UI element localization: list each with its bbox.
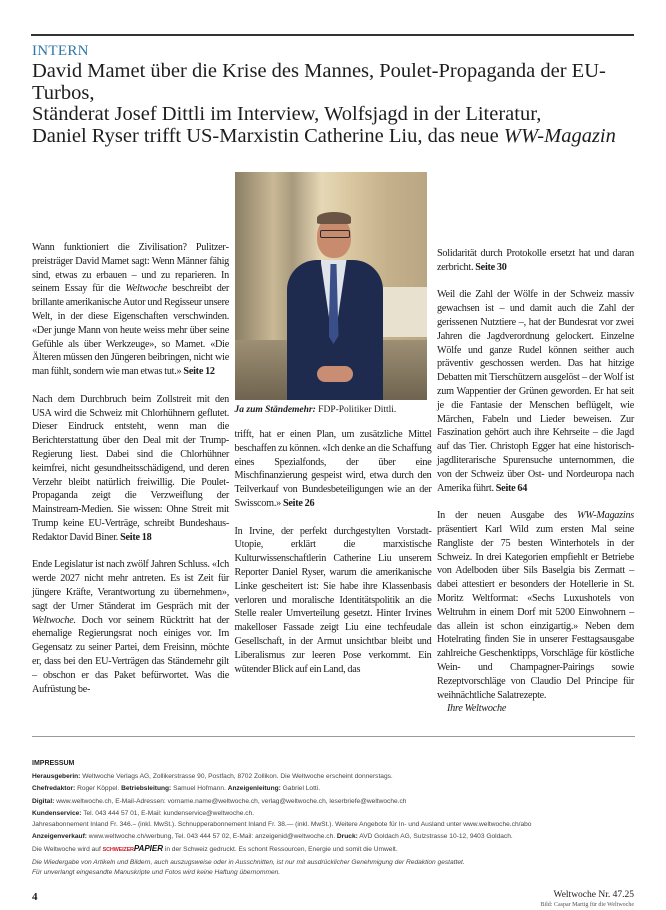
text-run: in der Schweiz gedruckt. Es schont Ressourcen, Energie und somit die Umwelt. [163,846,398,854]
bold-text: Seite 26 [282,497,315,509]
text-run: Roger Köppel. [75,785,122,793]
impressum-line [32,784,637,794]
text-column-2 [235,428,432,676]
text-column-1 [32,241,229,710]
photo-credit: Bild: Caspar Martig für die Weltwoche [540,901,634,908]
text-run: In Irvine, der perfekt durchgestylten Vorstadt-Utopie, erklärt die marxistische Kulturwissenschaftlerin Catherine Liu unserem Reporter Daniel Ryser, warum die amerikanische Linke gescheitert ist: Sie habe ihre Klassenbasis verloren und moralische Identitätspolitik an die Stelle realer Umverteilung gesetzt. Hinter Irvines makelloser Fassade zeigt Liu eine techfeudale Gesellschaft, in der Armut unsichtbar bleibt und Liberalismus zur leeren Pose verkommt. Ein wütender Blick auf ein Land, das [234,525,432,675]
bold-text: Druck: [336,832,358,840]
bold-text: Seite 12 [183,366,215,378]
italic-text: Für unverlangt eingesandte Manuskripte und Fotos wird keine Haftung übernommen. [32,869,281,877]
signature: Ihre Weltwoche [447,703,507,715]
impressum-line [32,832,637,842]
section-label: INTERN [32,43,89,59]
italic-text: Weltwoche [125,283,167,295]
impressum-line [32,858,637,868]
italic-text: WW-Magazins [577,510,634,522]
headline-line: David Mamet über die Krise des Mannes, Poulet-Propaganda der EU-Turbos, [32,60,606,104]
headline-line-text: Daniel Ryser trifft US-Marxistin Catherine Liu, das neue [32,124,504,147]
impressum-line [32,820,637,830]
text-column-3 [437,247,634,730]
text-run: Gabriel Lotti. [280,785,321,793]
text-run: www.weltwoche.ch/werbung, Tel. 043 444 57 02, E-Mail: anzeigenid@weltwoche.ch. [86,832,337,840]
text-run: Wann funktioniert die Zivilisation? Pulitzerpreisträger David Mamet sagt: Wenn Männer fähig sind, etwas zu erbauen – und zu reparieren. In seinem Essay für die [32,242,229,295]
caption-text: FDP-Politiker Dittli. [315,405,397,415]
text-run: Nach dem Durchbruch beim Zollstreit mit den USA wird die Schweiz mit Chlorhühnern geflutet. Dieser Eindruck entsteht, wenn man die Berichterstattung über den Deal mit der Trump-Regierung liest. Dabei sind die Chlorhühner keimfrei, nicht gesundheitsschädigend, und deren Verzehr bleibt natürlich freiwillig. Die Poulet-Propaganda zeigt die Verzweiflung der Mainstream-Medien. Sie wissen: Ohne Streit mit Trump keine EU-Verträge, schreibt Bundeshaus-Redaktor David Biner. [32,393,229,543]
bold-text: Anzeigenverkauf: [32,832,87,840]
italic-text: Weltwoche. [32,614,76,626]
impressum-line [32,868,637,878]
page-number: 4 [32,890,38,903]
text-run: Jahresabonnement Inland Fr. 346.– (inkl. MwSt.). Schnupperabonnement Inland Fr. 38.— (inkl. MwSt.). Weitere Angebote für In- und Ausland unter www.weltwoche.ch/abo [32,820,532,828]
bold-text: Chefredaktor: [32,785,76,793]
paragraph [32,558,229,696]
text-run: Doch vor seinem Rücktritt hat der ehemalige Regierungsrat noch einiges vor. Im Gegensatz zu seiner Partei, dem Freisinn, möchte er, dass bei den EU-Verträgen das Ständemehr gilt – obschon er das Paket befürwortet. Was die Aufrüstung be- [32,614,229,695]
bold-text: Kundenservice: [32,810,82,818]
text-run: Ende Legislatur ist nach zwölf Jahren Schluss. «Ich werde 2027 nicht mehr antreten. Es ist Zeit für jüngere Kräfte, Verantwortung zu übernehmen», sagt der Urner Ständerat im Gespräch mit der [32,559,229,612]
main-content [32,172,634,910]
text-run: präsentiert Karl Wild zum ersten Mal seine Rangliste der 75 besten Winterhotels in der Schweiz. In drei Kategorien empfiehlt er Betriebe von Adelboden über Sils Baselgia bis Zermatt – dabei attestiert er besonders der Hotellerie in St. Moritz Weltformat: «Sechs Luxushotels von Weltruhm in einem Dorf mit 5200 Einwohnern – das allein ist schon einzigartig.» Neben dem Hotelrating finden Sie in unserer Festtagsausgabe zahlreiche Geschenktipps, Vorschläge für köstliche Wein- und Champagner-Pairings sowie Rezeptvorschläge von Claudio Del Principe für weihnächtliche Salatrezepte. [437,523,634,701]
text-run: In der neuen Ausgabe des [437,510,578,522]
bold-text: Seite 30 [475,261,507,273]
text-run: Weltwoche Verlags AG, Zollikerstrasse 90, Postfach, 8702 Zollikon. Die Weltwoche erscheint donnerstags. [80,772,393,780]
bold-text: Herausgeberin: [32,772,81,780]
text-run: Samuel Hofmann. [171,785,228,793]
bold-text: Seite 18 [120,531,152,543]
text-run: SCHWEIZER [102,847,134,854]
text-run: beschreibt der brillante amerikanische Autor und Regisseur unsere Welt, in der diese Eigenschaften verschwinden. «Der junge Mann von heute weiss mehr über seine Gefühle als über Werkzeuge», so Mamet. «Die Älteren müssen den Jüngeren beibringen, nicht wie man fühlt, sondern wie man etwas tut.» [32,283,229,378]
italic-text: Die Wiedergabe von Artikeln und Bildern, auch auszugsweise oder in Ausschnitten, ist nur mit ausdrücklicher Genehmigung der Redaktion gestattet. [32,858,465,866]
middle-column [235,172,432,690]
paragraph [32,241,229,379]
paragraph [235,525,432,677]
photo-caption [235,404,435,416]
text-run: trifft, hat er einen Plan, um zusätzliche Mittel beschaffen zu können. «Ich denke an die Schaffung eines Spezialfonds, der über eine Mischfinanzierung gespeist wird, etwa durch den Teilverkauf von Bundesbeteiligungen wie an der Swisscom.» [234,429,432,509]
text-run: PAPIER [133,844,164,854]
impressum-line [32,809,637,819]
bold-text: Seite 64 [495,482,528,494]
text-run: www.weltwoche.ch, E-Mail-Adressen: vorname.name@weltwoche.ch, verlag@weltwoche.ch, leserbriefe@weltwoche.ch [54,797,407,805]
paragraph [437,509,634,702]
text-run: Solidarität durch Protokolle ersetzt hat und daran zerbricht. [437,248,634,273]
magazine-name: WW-Magazin [503,124,616,147]
impressum-line [32,797,637,807]
text-run: AVD Goldach AG, Sulzstrasse 10-12, 9403 Goldach. [357,832,513,840]
caption-lead: Ja zum Ständemehr: [234,405,316,415]
text-run: Weil die Zahl der Wölfe in der Schweiz massiv gewachsen ist – und damit auch die Zahl der gerissenen Nutztiere –, hat der Bundesrat vor zwei Jahren die Jagdverordnung gelockert. Einzelne Wölfe und ganze Rudel können seither auch präventiv geschossen werden. Das hat hitzige Debatten mit Tierschützern ausgelöst – der Wolf ist zum Wappentier der Grünen geworden. Er hat seit je die Fantasie der Menschen beflügelt, wie Märchen, Fabeln und Lieder beweisen. Zur Faszination gehört auch ihre Kehrseite – die Jagd auf das Tier. Christoph Egger hat eine historisch-jagdliterarische Spurensuche unternommen, die von der Schweiz über Ost- und Nordeuropa nach Amerika führt. [437,289,634,494]
impressum-line [32,772,637,782]
impressum-line [32,844,637,855]
page-headline [32,61,642,147]
text-run: Tel. 043 444 57 01, E-Mail: kundenservice@weltwoche.ch. [81,810,255,818]
impressum-title: IMPRESSUM [32,759,75,767]
page-footer [32,889,634,910]
headline-line [32,126,642,148]
issue-label: Weltwoche Nr. 47.25 [553,889,634,900]
bold-text: Digital: [32,797,55,805]
impressum-lines [32,772,637,879]
paragraph [437,247,634,275]
column-row [32,172,634,730]
text-run: Die Weltwoche wird auf [32,846,103,854]
divider [32,736,635,737]
top-rule [31,34,634,36]
bold-text: Betriebsleitung: [121,785,172,793]
footer-right [540,889,634,910]
impressum [32,759,637,879]
portrait-photo [235,172,427,400]
bold-text: Anzeigenleitung: [227,785,281,793]
paragraph [235,428,432,511]
headline-line: Ständerat Josef Dittli im Interview, Wolfsjagd in der Literatur, [32,103,542,125]
paragraph [437,288,634,495]
paragraph [32,393,229,545]
